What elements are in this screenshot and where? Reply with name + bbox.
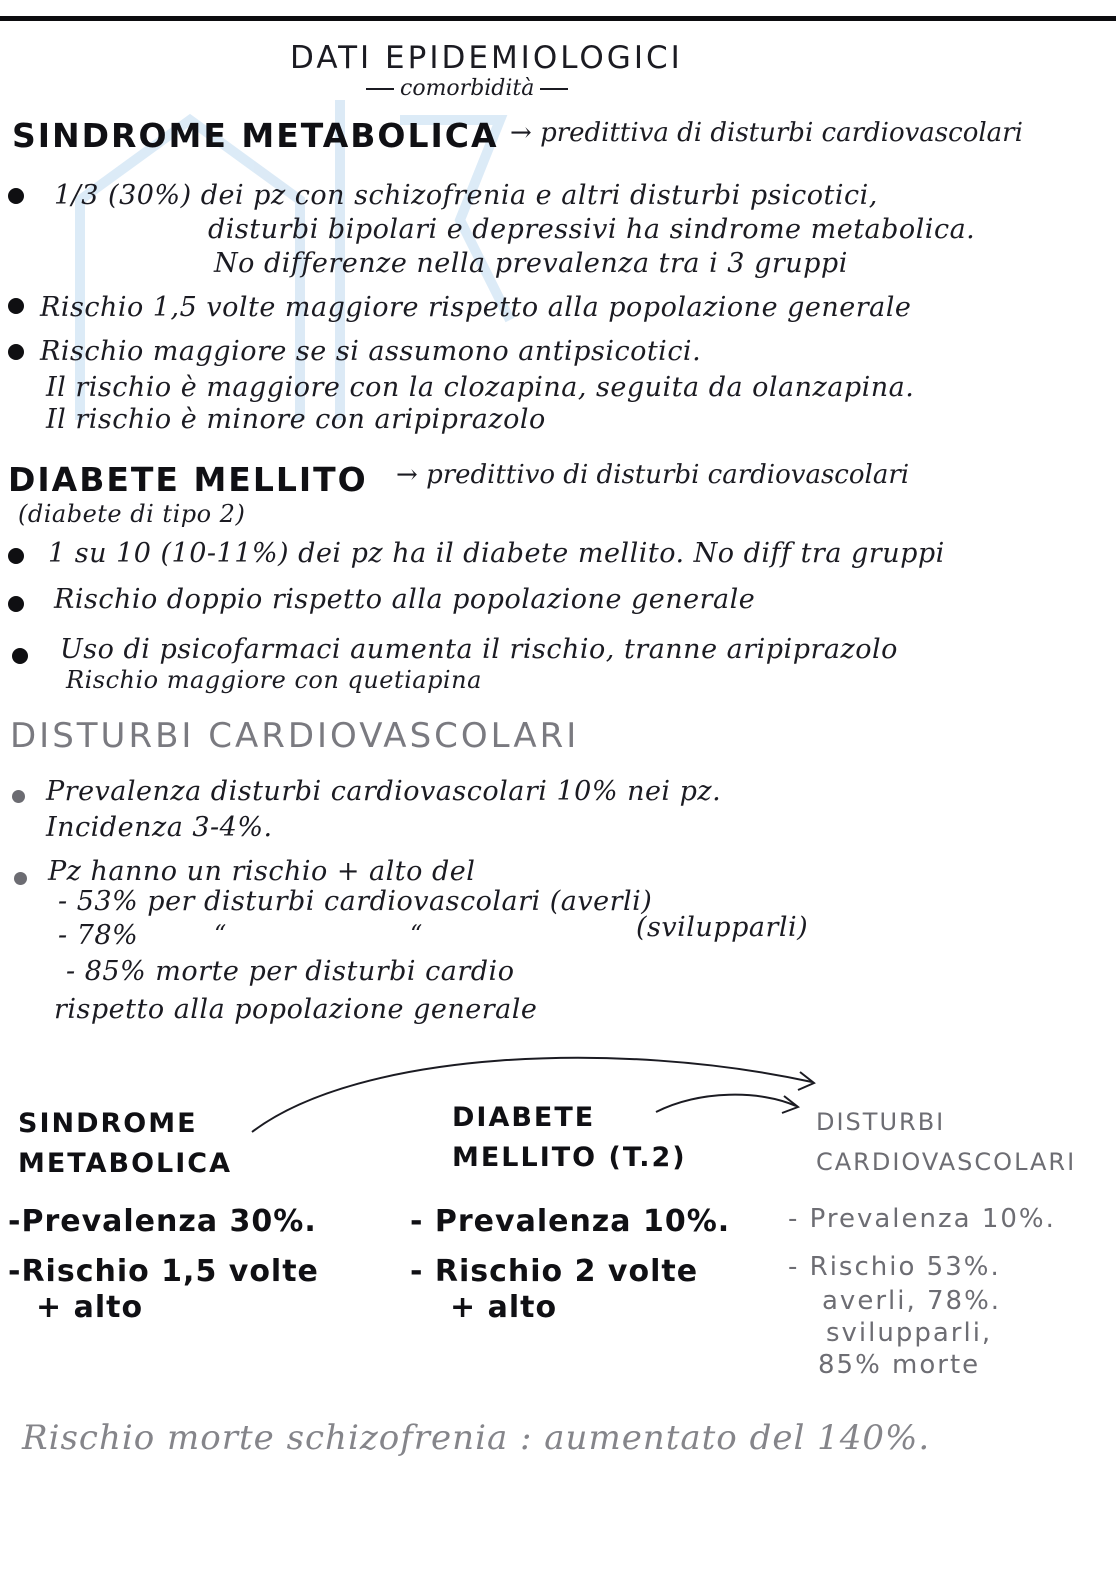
summary-col1-head-line1: SINDROME xyxy=(18,1108,198,1139)
summary-col1-head xyxy=(18,1104,232,1184)
ditto-mark-2: “ xyxy=(410,920,423,948)
metabolica-bullet-1-line-3: No differenze nella prevalenza tra i 3 gruppi xyxy=(214,248,848,279)
summary-col1-line2: -Rischio 1,5 volte xyxy=(8,1254,319,1289)
metabolica-bullet-1-line-2: disturbi bipolari e depressivi ha sindrome metabolica. xyxy=(208,214,976,245)
metabolica-bullet-3-line-3: Il rischio è minore con aripiprazolo xyxy=(46,404,546,435)
cardio-bullet-1-line-2: Incidenza 3-4%. xyxy=(46,812,273,843)
summary-col2-line3: + alto xyxy=(450,1290,558,1325)
summary-col1-head-line2: METABOLICA xyxy=(18,1148,233,1179)
summary-col2-head xyxy=(452,1098,687,1178)
diabete-bullet-1: 1 su 10 (10-11%) dei pz ha il diabete mellito. No diff tra gruppi xyxy=(48,538,945,569)
cardio-bullet-2-line-3: - 78% xyxy=(58,920,139,951)
summary-col3-line4: svilupparli, xyxy=(826,1318,993,1348)
summary-col1-line3: + alto xyxy=(36,1290,144,1325)
summary-col3-line5: 85% morte xyxy=(818,1350,981,1380)
summary-col3-head-line2: CARDIOVASCOLARI xyxy=(816,1148,1077,1176)
summary-col2-line1: - Prevalenza 10%. xyxy=(410,1204,731,1239)
final-note: Rischio morte schizofrenia : aumentato del 140%. xyxy=(22,1418,931,1458)
diabete-bullet-3-line-2: Rischio maggiore con quetiapina xyxy=(66,666,482,694)
summary-col2-head-line1: DIABETE xyxy=(452,1102,596,1133)
summary-col3-line2: - Rischio 53%. xyxy=(788,1252,1001,1282)
page-subtitle: comorbidità xyxy=(360,76,574,101)
heading-diabete-mellito: DIABETE MELLITO xyxy=(8,460,368,499)
summary-col3-head-line1: DISTURBI xyxy=(816,1108,946,1136)
ditto-mark-1: “ xyxy=(214,920,227,948)
note-diabete: → predittivo di disturbi cardiovascolari xyxy=(396,460,910,490)
page-title: DATI EPIDEMIOLOGICI xyxy=(290,40,683,76)
metabolica-bullet-1-line-1: 1/3 (30%) dei pz con schizofrenia e altri disturbi psicotici, xyxy=(54,180,878,211)
cardio-bullet-2-line-1: Pz hanno un rischio + alto del xyxy=(48,856,476,887)
summary-col3-head xyxy=(816,1102,1076,1182)
summary-col3-line1: - Prevalenza 10%. xyxy=(788,1204,1056,1234)
diabete-subtitle: (diabete di tipo 2) xyxy=(18,500,246,528)
summary-col2-head-line2: MELLITO (T.2) xyxy=(452,1142,687,1173)
cardio-svilupparli: (svilupparli) xyxy=(636,912,809,943)
metabolica-bullet-3-line-1: Rischio maggiore se si assumono antipsicotici. xyxy=(40,336,702,367)
heading-sindrome-metabolica: SINDROME METABOLICA xyxy=(12,116,499,155)
heading-disturbi-cardiovascolari: DISTURBI CARDIOVASCOLARI xyxy=(10,716,580,756)
cardio-bullet-2-line-4: - 85% morte per disturbi cardio xyxy=(66,956,515,987)
summary-col1-line1: -Prevalenza 30%. xyxy=(8,1204,317,1239)
note-diabete-text: predittivo di disturbi cardiovascolari xyxy=(426,460,910,490)
diabete-bullet-2: Rischio doppio rispetto alla popolazione generale xyxy=(54,584,756,615)
metabolica-bullet-2: Rischio 1,5 volte maggiore rispetto alla popolazione generale xyxy=(40,292,912,323)
cardio-bullet-1-line-1: Prevalenza disturbi cardiovascolari 10% nei pz. xyxy=(46,776,722,807)
summary-col2-line2: - Rischio 2 volte xyxy=(410,1254,699,1289)
cardio-bullet-2-line-5: rispetto alla popolazione generale xyxy=(54,994,538,1025)
diabete-bullet-3-line-1: Uso di psicofarmaci aumenta il rischio, tranne aripiprazolo xyxy=(60,634,898,665)
metabolica-bullet-3-line-2: Il rischio è maggiore con la clozapina, seguita da olanzapina. xyxy=(46,372,915,403)
note-metabolica: → predittiva di disturbi cardiovascolari xyxy=(510,118,1023,148)
note-metabolica-text: predittiva di disturbi cardiovascolari xyxy=(540,118,1023,148)
summary-col3-line3: averli, 78%. xyxy=(822,1286,1002,1316)
cardio-bullet-2-line-2: - 53% per disturbi cardiovascolari (averli) xyxy=(58,886,653,917)
